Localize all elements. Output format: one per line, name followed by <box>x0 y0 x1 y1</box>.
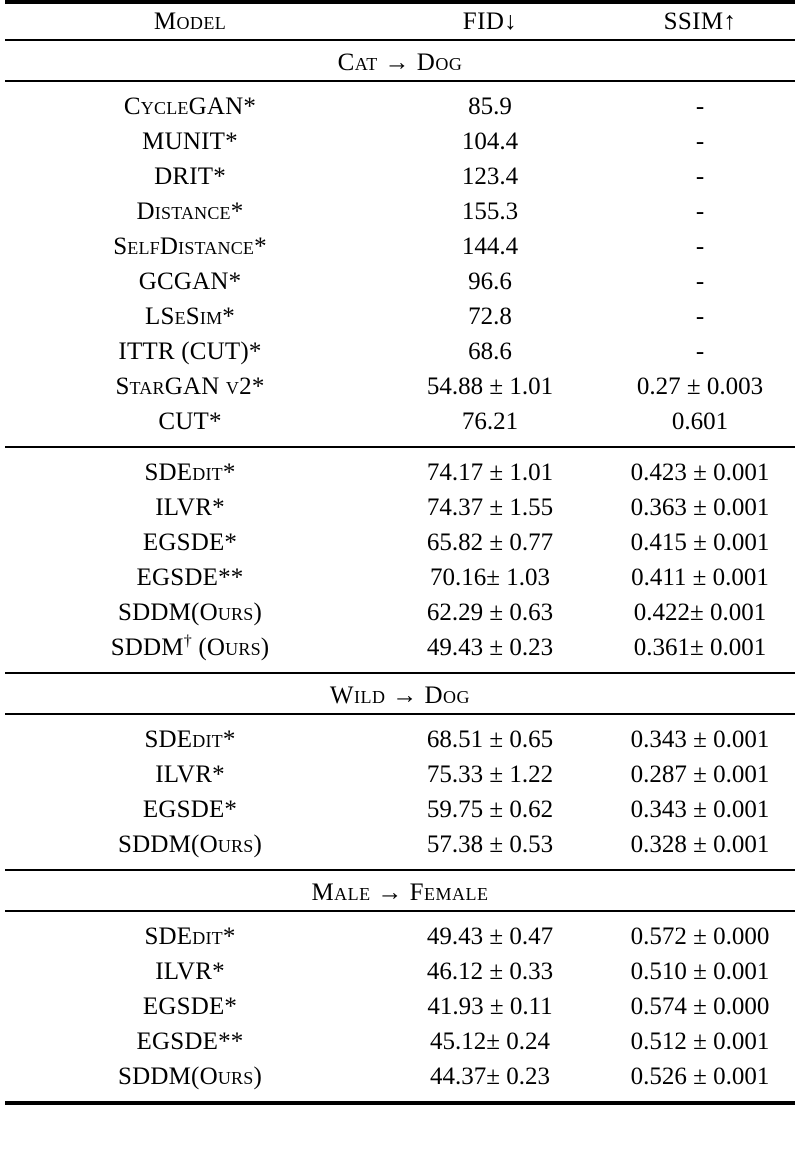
ssim-value-cell: 0.343 ± 0.001 <box>630 796 770 823</box>
ssim-value-cell: 0.512 ± 0.001 <box>630 1028 770 1055</box>
model-name-cell: GCGAN* <box>138 268 242 295</box>
spacer-row <box>5 912 795 919</box>
table-row <box>5 334 795 369</box>
fid-value-cell: 76.21 <box>461 408 519 435</box>
fid-value-cell: 45.12± 0.24 <box>430 1028 550 1055</box>
ssim-value-cell: - <box>695 303 705 330</box>
model-name-cell: EGSDE** <box>136 1028 244 1055</box>
fid-value-cell: 49.43 ± 0.47 <box>426 923 554 950</box>
column-header-model: Model <box>153 8 227 35</box>
table-row <box>5 954 795 989</box>
ssim-value-cell: - <box>695 93 705 120</box>
ssim-value-cell: 0.328 ± 0.001 <box>630 831 770 858</box>
ssim-value-cell: - <box>695 163 705 190</box>
spacer-row <box>5 665 795 672</box>
column-header-ssim: SSIM↑ <box>663 8 737 35</box>
table-row <box>5 89 795 124</box>
fid-value-cell: 44.37± 0.23 <box>430 1063 550 1090</box>
fid-value-cell: 70.16± 1.03 <box>430 564 550 591</box>
fid-value-cell: 155.3 <box>461 198 519 225</box>
section-title: Cat → Dog <box>337 49 463 76</box>
model-name-cell: SelfDistance* <box>113 233 267 260</box>
fid-value-cell: 75.33 ± 1.22 <box>426 761 554 788</box>
section-header-row <box>5 45 795 80</box>
ssim-value-cell: 0.526 ± 0.001 <box>630 1063 770 1090</box>
table-row <box>5 919 795 954</box>
ssim-value-cell: - <box>695 268 705 295</box>
ssim-value-cell: 0.361± 0.001 <box>633 634 767 661</box>
fid-value-cell: 68.6 <box>468 338 512 365</box>
fid-value-cell: 41.93 ± 0.11 <box>427 993 553 1020</box>
table-row <box>5 404 795 439</box>
model-name-cell: EGSDE** <box>136 564 244 591</box>
model-name-cell: SDEdit* <box>144 726 236 753</box>
spacer-cell <box>5 448 795 455</box>
model-name-cell: EGSDE* <box>142 796 238 823</box>
table-row <box>5 989 795 1024</box>
fid-value-cell: 144.4 <box>461 233 519 260</box>
ssim-value-cell: 0.415 ± 0.001 <box>630 529 770 556</box>
ssim-value-cell: 0.601 <box>671 408 729 435</box>
ssim-value-cell: 0.574 ± 0.000 <box>630 993 770 1020</box>
table-row <box>5 299 795 334</box>
dagger-marker: † <box>183 632 192 650</box>
model-name-cell: SDDM(Ours) <box>118 1063 262 1090</box>
spacer-row <box>5 82 795 89</box>
fid-value-cell: 74.37 ± 1.55 <box>426 494 554 521</box>
results-table-body <box>5 0 795 1105</box>
spacer-row <box>5 715 795 722</box>
ssim-value-cell: 0.423 ± 0.001 <box>630 459 770 486</box>
ssim-value-cell: 0.27 ± 0.003 <box>636 373 764 400</box>
model-name-cell: CycleGAN* <box>123 93 257 120</box>
fid-value-cell: 57.38 ± 0.53 <box>426 831 554 858</box>
table-row <box>5 490 795 525</box>
model-name-cell: SDDM(Ours) <box>118 831 262 858</box>
fid-value-cell: 49.43 ± 0.23 <box>426 634 554 661</box>
fid-value-cell: 96.6 <box>468 268 512 295</box>
table-row <box>5 369 795 404</box>
fid-value-cell: 54.88 ± 1.01 <box>426 373 554 400</box>
model-name-cell: CUT* <box>158 408 222 435</box>
ssim-value-cell: - <box>695 198 705 225</box>
ssim-value-cell: - <box>695 233 705 260</box>
ssim-value-cell: 0.287 ± 0.001 <box>630 761 770 788</box>
fid-value-cell: 74.17 ± 1.01 <box>426 459 554 486</box>
model-name-cell: SDEdit* <box>144 923 236 950</box>
ssim-value-cell: 0.343 ± 0.001 <box>630 726 770 753</box>
fid-value-cell: 123.4 <box>461 163 519 190</box>
table-header-row <box>5 4 795 39</box>
model-name-cell: SDDM(Ours) <box>118 599 262 626</box>
table-row <box>5 264 795 299</box>
table-row <box>5 757 795 792</box>
spacer-row <box>5 1094 795 1101</box>
table-row <box>5 722 795 757</box>
table-row <box>5 595 795 630</box>
model-name-cell: StarGAN v2* <box>115 373 265 400</box>
fid-value-cell: 62.29 ± 0.63 <box>426 599 554 626</box>
model-name-cell: ILVR* <box>155 761 225 788</box>
table-row <box>5 560 795 595</box>
table-row <box>5 1024 795 1059</box>
fid-value-cell: 72.8 <box>468 303 512 330</box>
spacer-row <box>5 862 795 869</box>
fid-value-cell: 46.12 ± 0.33 <box>426 958 554 985</box>
spacer-cell <box>5 912 795 919</box>
table-row <box>5 1059 795 1094</box>
table-bottom-rule <box>5 1101 795 1105</box>
model-name-cell: EGSDE* <box>142 529 238 556</box>
model-name-cell: ITTR (CUT)* <box>118 338 262 365</box>
ssim-value-cell: 0.422± 0.001 <box>633 599 767 626</box>
spacer-row <box>5 448 795 455</box>
rule-line <box>5 1101 795 1105</box>
ssim-value-cell: 0.572 ± 0.000 <box>630 923 770 950</box>
model-name-cell: SDEdit* <box>144 459 236 486</box>
fid-value-cell: 104.4 <box>461 128 519 155</box>
model-name-cell: ILVR* <box>155 494 225 521</box>
model-name-cell: Distance* <box>136 198 244 225</box>
spacer-row <box>5 439 795 446</box>
model-name-cell: MUNIT* <box>142 128 238 155</box>
table-row <box>5 792 795 827</box>
model-name-cell: ILVR* <box>155 958 225 985</box>
model-name-cell: LSeSim* <box>145 303 235 330</box>
fid-value-cell: 85.9 <box>468 93 512 120</box>
model-name-cell: EGSDE* <box>142 993 238 1020</box>
section-header-row <box>5 875 795 910</box>
fid-value-cell: 68.51 ± 0.65 <box>426 726 554 753</box>
section-header-row <box>5 678 795 713</box>
section-title: Male → Female <box>311 879 489 906</box>
ssim-value-cell: - <box>695 338 705 365</box>
section-title: Wild → Dog <box>329 682 471 709</box>
spacer-cell <box>5 439 795 446</box>
fid-value-cell: 65.82 ± 0.77 <box>426 529 554 556</box>
table-row <box>5 194 795 229</box>
table-row <box>5 229 795 264</box>
model-name-cell: SDDM† (Ours) <box>110 632 270 661</box>
fid-value-cell: 59.75 ± 0.62 <box>426 796 554 823</box>
table-row <box>5 827 795 862</box>
spacer-cell <box>5 665 795 672</box>
table-row <box>5 630 795 665</box>
spacer-cell <box>5 1094 795 1101</box>
table-row <box>5 455 795 490</box>
results-table <box>5 0 795 1105</box>
model-name-cell: DRIT* <box>154 163 226 190</box>
table-row <box>5 159 795 194</box>
spacer-cell <box>5 82 795 89</box>
spacer-cell <box>5 862 795 869</box>
spacer-cell <box>5 715 795 722</box>
ssim-value-cell: 0.411 ± 0.001 <box>631 564 769 591</box>
ssim-value-cell: - <box>695 128 705 155</box>
table-row <box>5 124 795 159</box>
column-header-fid: FID↓ <box>462 8 518 35</box>
table-row <box>5 525 795 560</box>
ssim-value-cell: 0.510 ± 0.001 <box>630 958 770 985</box>
ssim-value-cell: 0.363 ± 0.001 <box>630 494 770 521</box>
